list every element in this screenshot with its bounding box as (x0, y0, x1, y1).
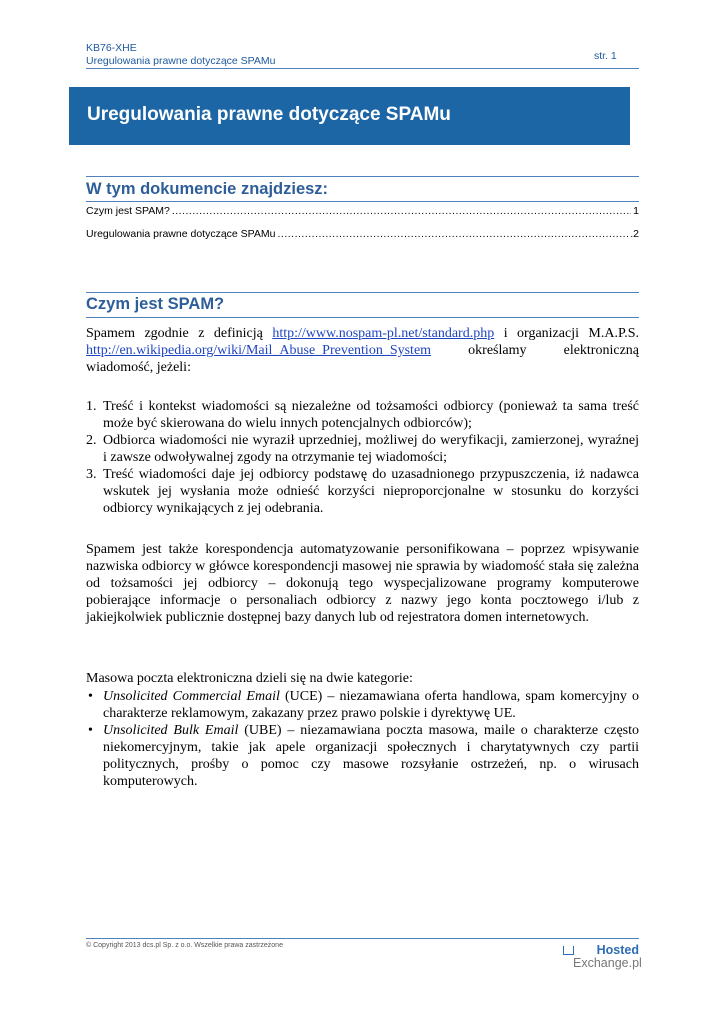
section-heading-czym-jest-spam: Czym jest SPAM? (86, 295, 225, 313)
title-banner (69, 87, 630, 145)
toc-heading: W tym dokumencie znajdziesz: (86, 180, 329, 198)
list-item (86, 688, 639, 722)
category-term: Unsolicited Commercial Email (103, 689, 280, 704)
category-description: (UCE) – niezamawiana oferta handlowa, spam komercyjny o charakterze reklamowym, zakazany przez prawo polskie i dyrektywę UE. (103, 689, 639, 721)
spam-categories-list (86, 688, 639, 790)
categories-intro: Masowa poczta elektroniczna dzieli się na dwie kategorie: (86, 671, 413, 686)
list-number: 1. (86, 399, 97, 414)
section-bottom-rule (86, 317, 639, 318)
list-item (86, 722, 639, 790)
toc-entry-uregulowania[interactable] (86, 228, 639, 240)
hostedexchange-logo (573, 943, 642, 970)
intro-paragraph (86, 325, 639, 376)
list-item-text: Treść wiadomości daje jej odbiorcy podstawę do uzasadnionego przypuszczenia, iż nadawca wskutek jej wysłania może odnieść korzyści nieproporcjonalne w stosunku do korzyści odbiorcy wynikających z jej odebrania. (103, 467, 639, 516)
list-number: 3. (86, 467, 97, 482)
toc-entry-label: Uregulowania prawne dotyczące SPAMu (86, 228, 276, 240)
bullet-icon: • (88, 689, 93, 704)
logo-line-1: Hosted (596, 943, 639, 957)
document-code: KB76-XHE (86, 42, 137, 54)
list-item-text: Odbiorca wiadomości nie wyraził uprzedniej, możliwej do weryfikacji, zamierzonej, wyraźnej i zawsze odwoływalnej zgody na otrzymanie tej wiadomości; (103, 433, 639, 465)
toc-entry-page: 1 (633, 205, 639, 217)
section-top-rule (86, 292, 639, 293)
nospam-link[interactable]: http://www.nospam-pl.net/standard.php (272, 326, 495, 341)
logo-mark-icon (563, 946, 574, 955)
category-term: Unsolicited Bulk Email (103, 723, 239, 738)
list-item-text: Treść i kontekst wiadomości są niezależne od tożsamości odbiorcy (ponieważ ta sama treść może być skierowana do wielu innych potencjalnych odbiorców); (103, 399, 639, 431)
category-description: (UBE) – niezamawiana poczta masowa, maile o charakterze często niekomercyjnym, takie jak apele organizacji społecznych i charytatywnych czy partii politycznych, prośby o pomoc czy masowe rozsyłanie ostrzeżeń, np. o wirusach komputerowych. (103, 723, 639, 789)
wikipedia-maps-link[interactable]: http://en.wikipedia.org/wiki/Mail_Abuse_Prevention_System (86, 343, 432, 358)
toc-leader-dots (278, 228, 629, 240)
header-divider (86, 68, 639, 69)
toc-top-rule (86, 176, 639, 177)
toc-entry-czym-jest-spam[interactable] (86, 205, 639, 217)
page-title: Uregulowania prawne dotyczące SPAMu (87, 104, 451, 125)
toc-entry-page: .2 (630, 228, 639, 240)
list-item (86, 432, 639, 466)
intro-text-2: i organizacji M.A.P.S. (494, 326, 640, 341)
toc-bottom-rule (86, 201, 639, 202)
intro-text-1: Spamem zgodnie z definicją (86, 326, 273, 341)
spam-conditions-list (86, 398, 639, 517)
toc-leader-dots (172, 205, 631, 217)
list-item (86, 398, 639, 432)
footer-divider (86, 938, 639, 939)
list-number: 2. (86, 433, 97, 448)
copyright-notice: © Copyright 2013 dcs.pl Sp. z o.o. Wszelkie prawa zastrzeżone (86, 942, 283, 949)
personalized-spam-paragraph: Spamem jest także korespondencja automatyzowanie personifikowana – poprzez wpisywanie nazwiska odbiorcy w główce korespondencji masowej nie sprawia by wiadomość stała się zależna od tożsamości jej odbiorcy – dokonują tego wyspecjalizowane programy komputerowe pobierające informacje o personaliach odbiorcy z nazwy jego konta pocztowego i/lub z jakiejkolwiek publicznie dostępnej bazy danych lub od rejestratora domen internetowych. (86, 542, 639, 625)
toc-entry-label: Czym jest SPAM? (86, 205, 170, 217)
list-item (86, 466, 639, 517)
intro-text-3: określamy elektroniczną wiadomość, jeżeli: (86, 343, 639, 375)
running-header-title: Uregulowania prawne dotyczące SPAMu (86, 55, 276, 67)
bullet-icon: • (88, 723, 93, 738)
logo-line-2: Exchange.pl (573, 956, 642, 970)
page-number: str. 1 (594, 50, 617, 62)
